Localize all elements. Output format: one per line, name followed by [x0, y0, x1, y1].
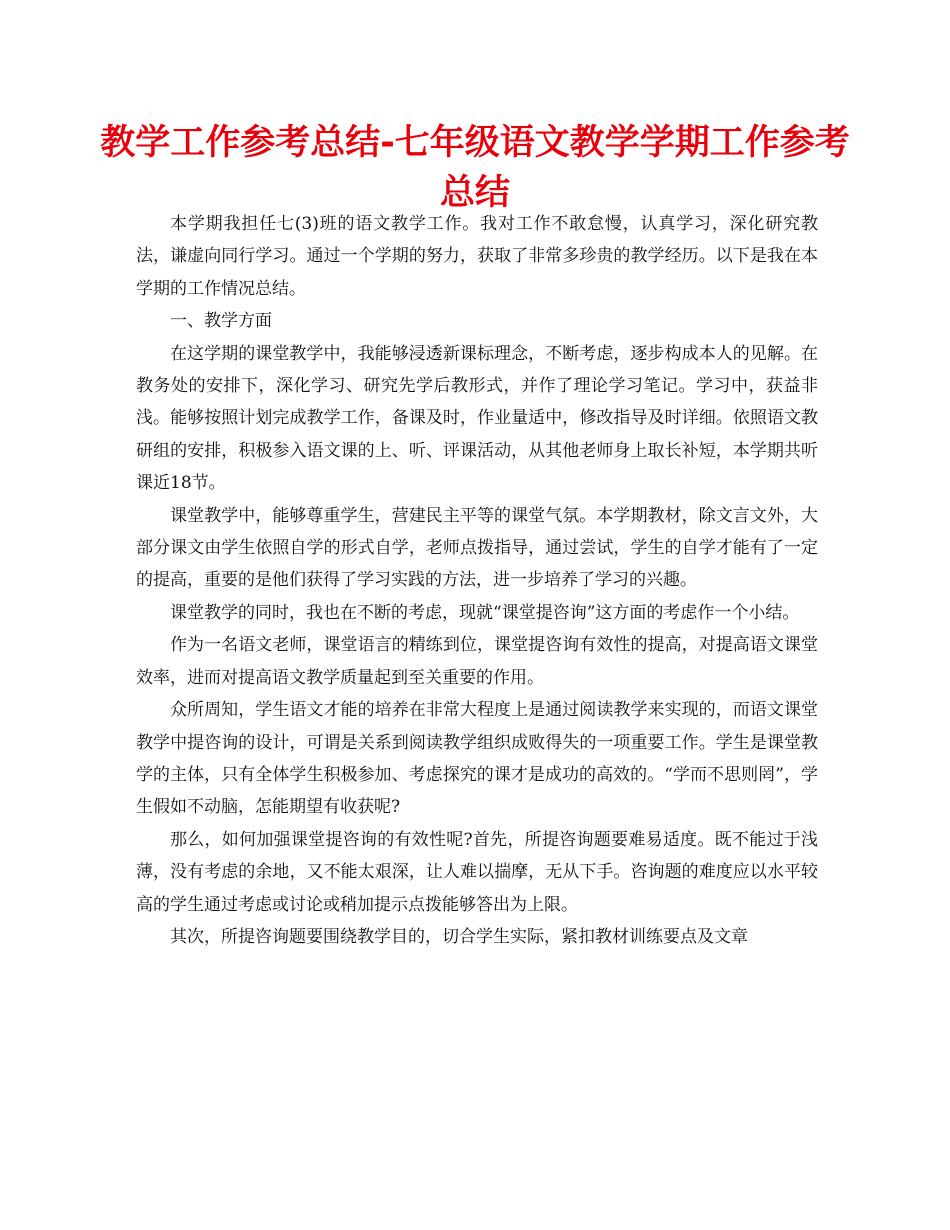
paragraph: 那么，如何加强课堂提咨询的有效性呢?首先，所提咨询题要难易适度。既不能过于浅薄，没有考虑的余地，又不能太艰深，让人难以揣摩，无从下手。咨询题的难度应以水平较高的学生通过考虑或讨论或稍加提示点拨能够答出为上限。 [136, 829, 818, 915]
paragraph: 课堂教学的同时，我也在不断的考虑，现就“课堂提咨询”这方面的考虑作一个小结。 [170, 602, 800, 623]
paragraph: 在这学期的课堂教学中，我能够浸透新课标理念，不断考虑，逐步构成本人的见解。在教务处的安排下，深化学习、研究先学后教形式，并作了理论学习笔记。学习中，获益非浅。能够按照计划完成教学工作，备课及时，作业量适中，修改指导及时详细。依照语文教研组的安排，积极参入语文课的上、听、评课活动，从其他老师身上取长补短，本学期共听课近18节。 [136, 343, 818, 494]
section-heading: 一、教学方面 [170, 311, 272, 332]
document-title: 教学工作参考总结-七年级语文教学学期工作参考总结 [100, 123, 850, 213]
paragraph-intro: 本学期我担任七(3)班的语文教学工作。我对工作不敢怠慢，认真学习，深化研究教法，谦虚向同行学习。通过一个学期的努力，获取了非常多珍贵的教学经历。以下是我在本学期的工作情况总结。 [136, 214, 818, 299]
paragraph: 众所周知，学生语文才能的培养在非常大程度上是通过阅读教学来实现的，而语文课堂教学中提咨询的设计，可谓是关系到阅读教学组织成败得失的一项重要工作。学生是课堂教学的主体，只有全体学生积极参加、考虑探究的课才是成功的高效的。“学而不思则罔”，学生假如不动脑，怎能期望有收获呢? [136, 700, 818, 818]
paragraph: 课堂教学中，能够尊重学生，营建民主平等的课堂气氛。本学期教材，除文言文外，大部分课文由学生依照自学的形式自学，老师点拨指导，通过尝试，学生的自学才能有了一定的提高，重要的是他们获得了学习实践的方法，进一步培养了学习的兴趣。 [136, 505, 818, 591]
document-body [136, 208, 818, 953]
paragraph: 作为一名语文老师，课堂语言的精练到位，课堂提咨询有效性的提高，对提高语文课堂效率，进而对提高语文教学质量起到至关重要的作用。 [136, 635, 818, 688]
paragraph: 其次，所提咨询题要围绕教学目的，切合学生实际，紧扣教材训练要点及文章 [170, 926, 748, 947]
